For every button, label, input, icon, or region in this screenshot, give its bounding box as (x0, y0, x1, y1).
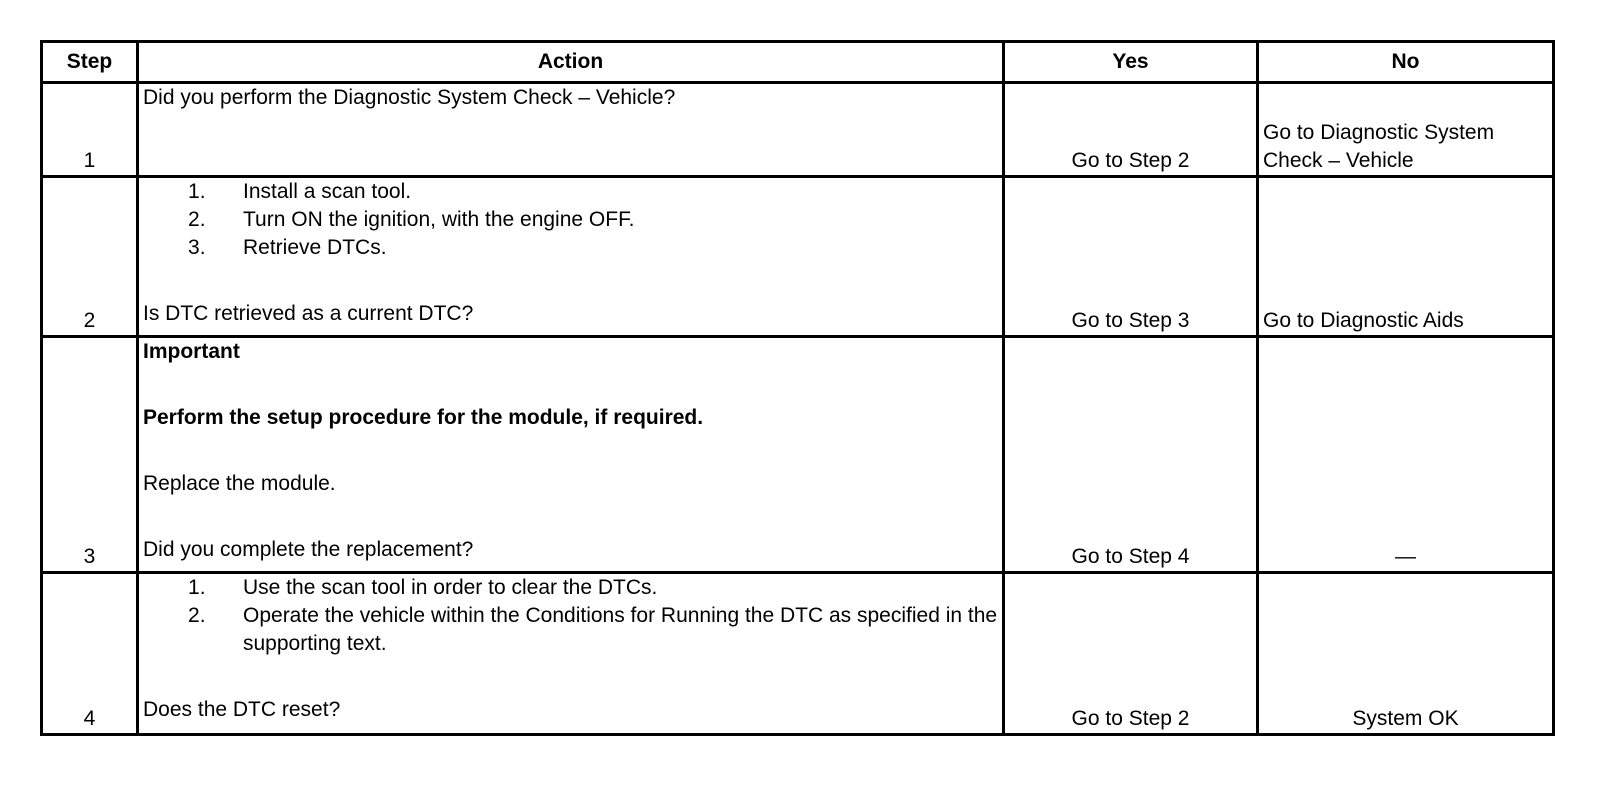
action-step-item: Operate the vehicle within the Conditions for Running the DTC as specified in the supporting text. (243, 604, 998, 655)
header-row (42, 42, 1554, 83)
action-steps (143, 574, 998, 658)
no-cell: Go to Diagnostic Aids (1258, 177, 1554, 337)
action-question: Did you perform the Diagnostic System Check – Vehicle? (143, 86, 676, 109)
action-cell (138, 573, 1004, 735)
no-cell: System OK (1258, 573, 1554, 735)
yes-header: Yes (1004, 42, 1258, 83)
step-number: 1 (42, 83, 138, 177)
action-cell (138, 337, 1004, 573)
table-row (42, 573, 1554, 735)
important-label: Important (143, 340, 240, 363)
action-question: Does the DTC reset? (143, 698, 341, 721)
action-step-item: Retrieve DTCs. (243, 236, 387, 259)
step-number: 3 (42, 337, 138, 573)
action-question: Did you complete the replacement? (143, 538, 474, 561)
action-cell (138, 177, 1004, 337)
table-row (42, 83, 1554, 177)
yes-cell: Go to Step 2 (1004, 83, 1258, 177)
no-cell: Go to Diagnostic System Check – Vehicle (1258, 83, 1554, 177)
yes-cell: Go to Step 2 (1004, 573, 1258, 735)
important-note: Perform the setup procedure for the module, if required. (143, 406, 704, 429)
action-step-item: Install a scan tool. (243, 180, 412, 203)
yes-cell: Go to Step 3 (1004, 177, 1258, 337)
action-step-item: Turn ON the ignition, with the engine OFF. (243, 208, 635, 231)
step-number: 4 (42, 573, 138, 735)
action-step-item: Use the scan tool in order to clear the DTCs. (243, 576, 658, 599)
action-instruction: Replace the module. (143, 472, 336, 495)
action-steps (143, 178, 998, 262)
action-question: Is DTC retrieved as a current DTC? (143, 302, 474, 325)
diagnostic-table (40, 40, 1555, 736)
no-cell: — (1258, 337, 1554, 573)
yes-cell: Go to Step 4 (1004, 337, 1258, 573)
step-header: Step (42, 42, 138, 83)
action-header: Action (138, 42, 1004, 83)
action-cell (138, 83, 1004, 177)
no-header: No (1258, 42, 1554, 83)
step-number: 2 (42, 177, 138, 337)
table-row (42, 337, 1554, 573)
table-row (42, 177, 1554, 337)
